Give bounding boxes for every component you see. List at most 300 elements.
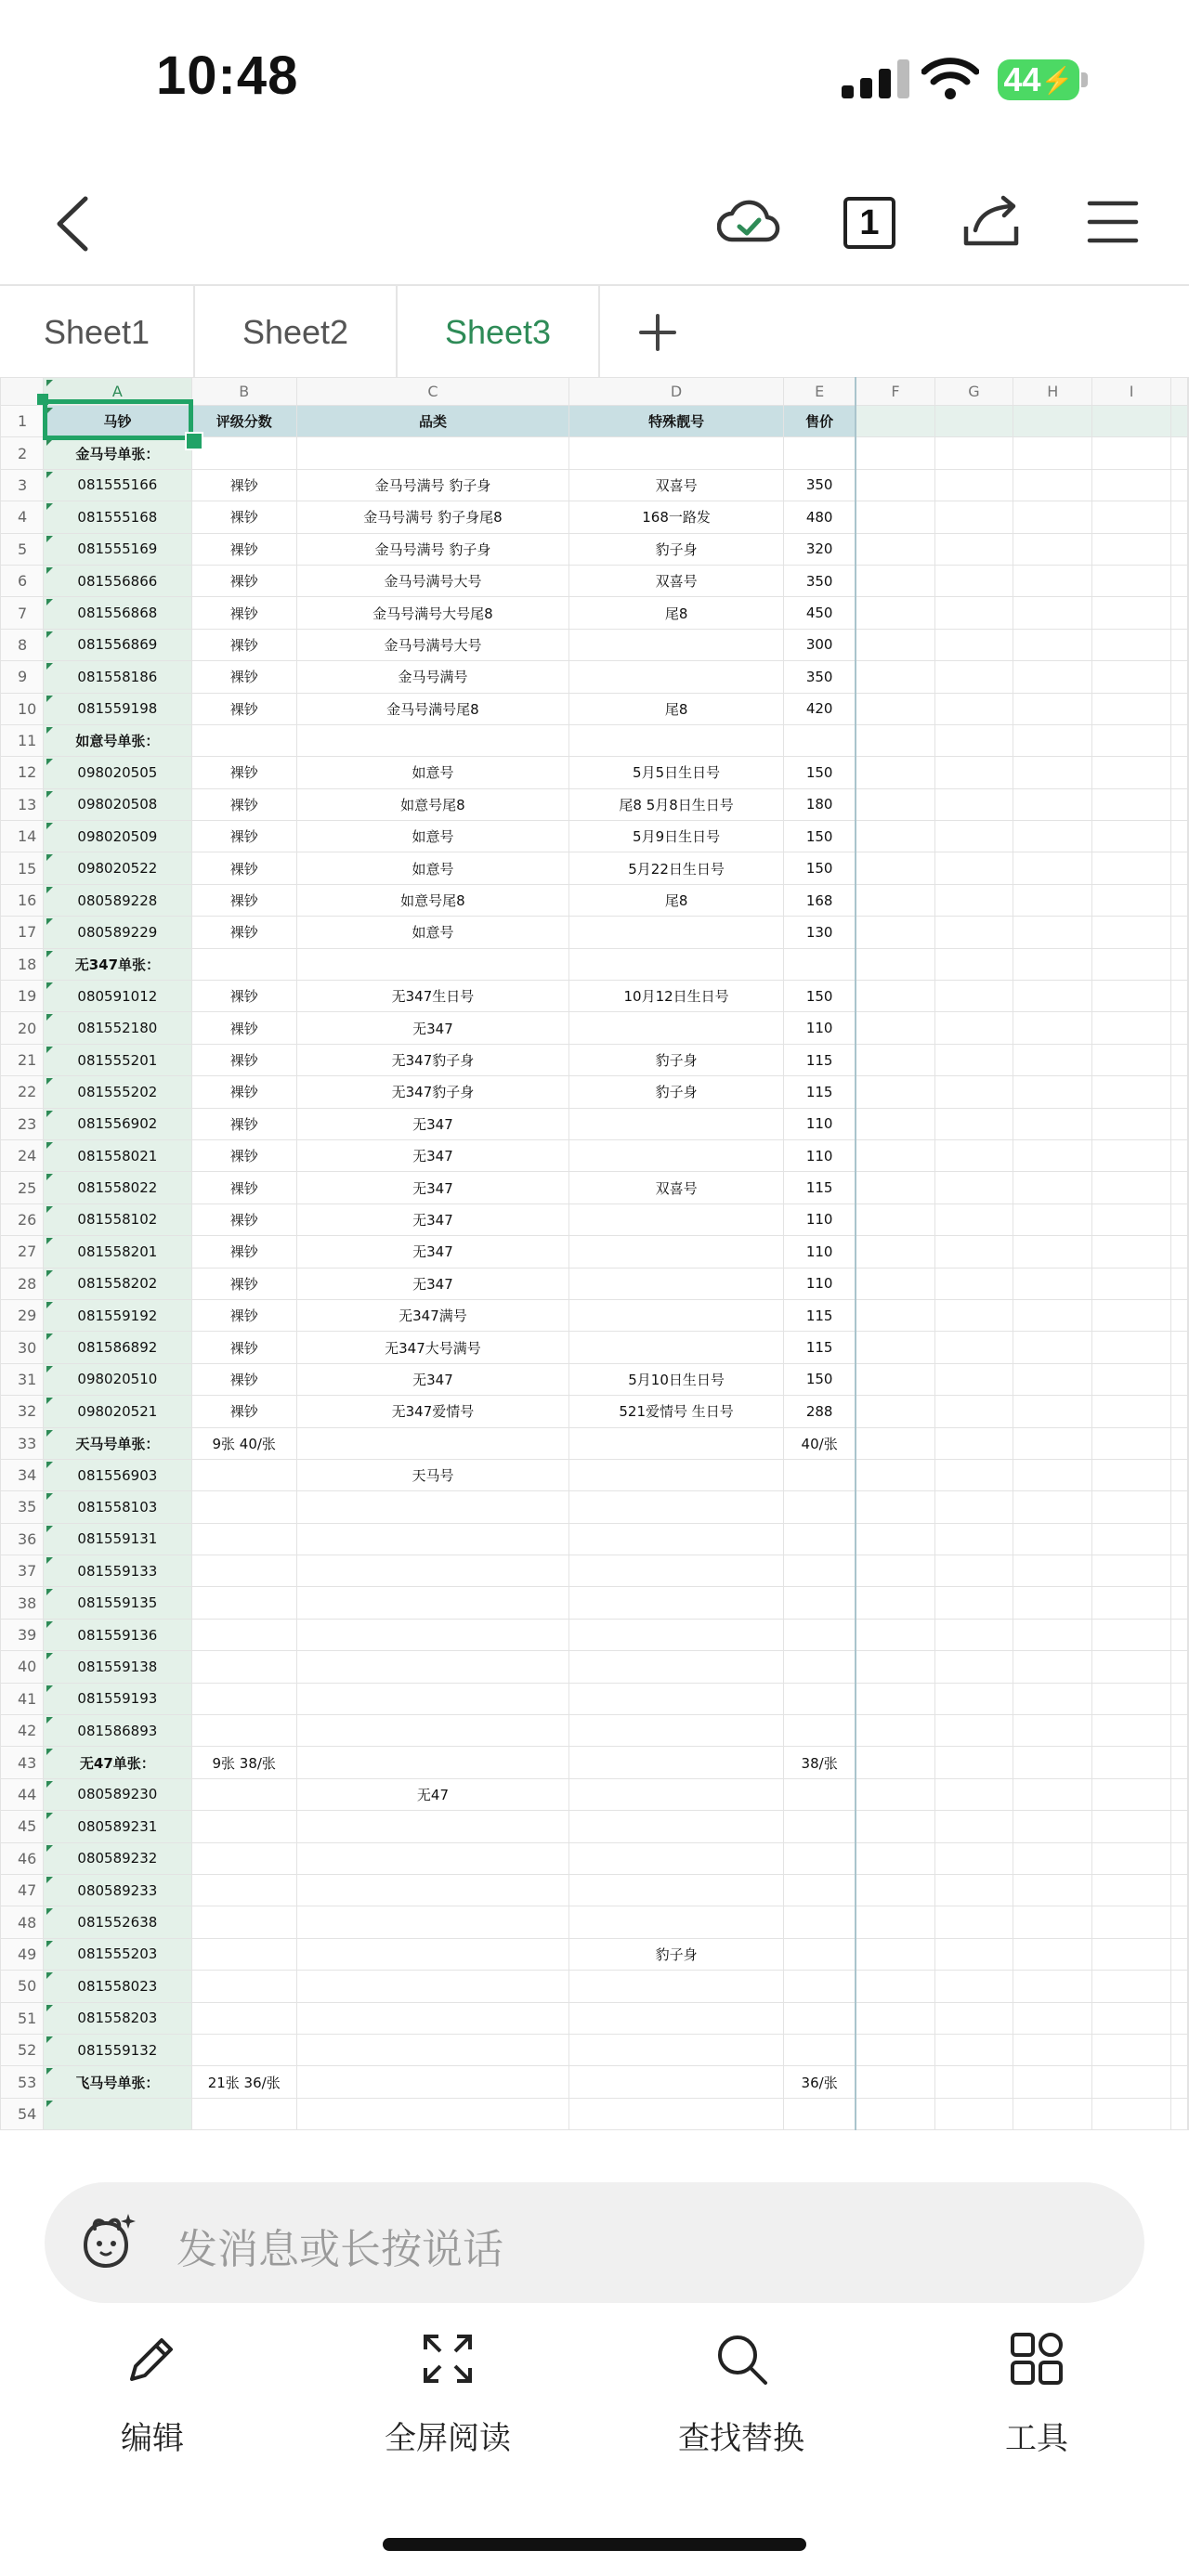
table-cell[interactable] bbox=[1170, 1491, 1187, 1523]
table-cell[interactable] bbox=[296, 1555, 569, 1587]
table-cell[interactable] bbox=[1013, 884, 1092, 916]
table-cell[interactable]: 特殊靓号 bbox=[569, 406, 784, 437]
table-cell[interactable]: 裸钞 bbox=[191, 1299, 296, 1331]
table-cell[interactable] bbox=[1092, 1587, 1171, 1619]
table-cell[interactable] bbox=[856, 1683, 934, 1714]
table-cell[interactable]: 豹子身 bbox=[569, 533, 784, 565]
table-cell[interactable] bbox=[1013, 1523, 1092, 1555]
table-cell[interactable] bbox=[934, 1971, 1013, 2002]
table-cell[interactable] bbox=[1170, 533, 1187, 565]
table-cell[interactable] bbox=[1092, 1172, 1171, 1203]
table-cell[interactable]: 081555168 bbox=[43, 501, 191, 533]
tools-button[interactable] bbox=[934, 2331, 1139, 2461]
table-cell[interactable] bbox=[569, 1491, 784, 1523]
row-number[interactable]: 26 bbox=[1, 1203, 44, 1235]
table-cell[interactable]: 081555169 bbox=[43, 533, 191, 565]
row-number[interactable]: 8 bbox=[1, 629, 44, 660]
table-cell[interactable] bbox=[1170, 1044, 1187, 1075]
table-cell[interactable] bbox=[934, 1651, 1013, 1683]
table-cell[interactable] bbox=[1170, 1459, 1187, 1490]
table-cell[interactable] bbox=[934, 1874, 1013, 1906]
table-cell[interactable]: 150 bbox=[783, 1363, 856, 1395]
table-cell[interactable] bbox=[1170, 2066, 1187, 2098]
row-number[interactable]: 1 bbox=[1, 406, 44, 437]
table-cell[interactable] bbox=[1170, 1299, 1187, 1331]
table-cell[interactable] bbox=[1170, 1811, 1187, 1842]
table-cell[interactable] bbox=[1013, 469, 1092, 501]
table-cell[interactable]: 无347豹子身 bbox=[296, 1076, 569, 1108]
table-cell[interactable] bbox=[191, 1491, 296, 1523]
table-cell[interactable] bbox=[569, 1715, 784, 1747]
table-cell[interactable]: 无47 bbox=[296, 1778, 569, 1810]
table-cell[interactable] bbox=[856, 2066, 934, 2098]
table-cell[interactable] bbox=[296, 1842, 569, 1874]
table-cell[interactable]: 081559193 bbox=[43, 1683, 191, 1714]
row-number[interactable]: 47 bbox=[1, 1874, 44, 1906]
row-number[interactable]: 41 bbox=[1, 1683, 44, 1714]
table-cell[interactable]: 350 bbox=[783, 661, 856, 693]
table-cell[interactable] bbox=[1092, 1874, 1171, 1906]
table-cell[interactable] bbox=[934, 1012, 1013, 1044]
table-cell[interactable]: 081558022 bbox=[43, 1172, 191, 1203]
table-cell[interactable]: 098020509 bbox=[43, 821, 191, 852]
table-cell[interactable] bbox=[783, 1587, 856, 1619]
table-cell[interactable] bbox=[856, 2098, 934, 2129]
table-cell[interactable]: 金马号满号尾8 bbox=[296, 693, 569, 724]
row-number[interactable]: 35 bbox=[1, 1491, 44, 1523]
table-cell[interactable] bbox=[856, 1971, 934, 2002]
table-cell[interactable] bbox=[569, 2066, 784, 2098]
table-cell[interactable]: 110 bbox=[783, 1268, 856, 1299]
table-cell[interactable] bbox=[1092, 1906, 1171, 1938]
table-cell[interactable] bbox=[1170, 1619, 1187, 1650]
table-cell[interactable]: 裸钞 bbox=[191, 1236, 296, 1268]
table-cell[interactable]: 裸钞 bbox=[191, 1268, 296, 1299]
table-cell[interactable] bbox=[1092, 852, 1171, 884]
table-cell[interactable]: 裸钞 bbox=[191, 788, 296, 820]
table-cell[interactable] bbox=[1170, 1747, 1187, 1778]
table-cell[interactable] bbox=[856, 757, 934, 788]
table-cell[interactable] bbox=[1170, 1108, 1187, 1139]
table-cell[interactable]: 081556902 bbox=[43, 1108, 191, 1139]
table-cell[interactable] bbox=[934, 1203, 1013, 1235]
table-cell[interactable]: 裸钞 bbox=[191, 597, 296, 629]
table-cell[interactable]: 098020508 bbox=[43, 788, 191, 820]
table-cell[interactable] bbox=[1013, 981, 1092, 1012]
row-number[interactable]: 18 bbox=[1, 948, 44, 980]
table-cell[interactable] bbox=[934, 1555, 1013, 1587]
table-cell[interactable]: 081558021 bbox=[43, 1139, 191, 1171]
table-cell[interactable]: 115 bbox=[783, 1044, 856, 1075]
table-cell[interactable]: 350 bbox=[783, 565, 856, 596]
table-cell[interactable] bbox=[1170, 2002, 1187, 2034]
row-number[interactable]: 31 bbox=[1, 1363, 44, 1395]
table-cell[interactable] bbox=[1013, 788, 1092, 820]
table-cell[interactable] bbox=[934, 2066, 1013, 2098]
table-cell[interactable] bbox=[1092, 1299, 1171, 1331]
table-cell[interactable] bbox=[1170, 724, 1187, 756]
table-cell[interactable]: 马钞 bbox=[43, 406, 191, 437]
table-cell[interactable] bbox=[934, 1332, 1013, 1363]
column-header[interactable]: G bbox=[934, 378, 1013, 406]
table-cell[interactable] bbox=[1013, 1044, 1092, 1075]
table-cell[interactable] bbox=[856, 1715, 934, 1747]
table-cell[interactable] bbox=[1092, 1396, 1171, 1427]
table-cell[interactable] bbox=[1092, 1971, 1171, 2002]
table-cell[interactable] bbox=[1013, 1778, 1092, 1810]
table-cell[interactable]: 金马号满号 豹子身尾8 bbox=[296, 501, 569, 533]
table-cell[interactable]: 无347单张： bbox=[43, 948, 191, 980]
table-cell[interactable] bbox=[191, 1938, 296, 1970]
table-cell[interactable]: 38/张 bbox=[783, 1747, 856, 1778]
row-number[interactable]: 34 bbox=[1, 1459, 44, 1490]
table-cell[interactable] bbox=[191, 1811, 296, 1842]
table-cell[interactable] bbox=[1092, 693, 1171, 724]
table-cell[interactable]: 裸钞 bbox=[191, 917, 296, 948]
table-cell[interactable] bbox=[1170, 1203, 1187, 1235]
table-cell[interactable] bbox=[934, 1172, 1013, 1203]
table-cell[interactable] bbox=[1092, 1555, 1171, 1587]
table-cell[interactable]: 售价 bbox=[783, 406, 856, 437]
table-cell[interactable] bbox=[1013, 1236, 1092, 1268]
table-cell[interactable] bbox=[1092, 565, 1171, 596]
table-cell[interactable] bbox=[934, 1396, 1013, 1427]
row-number[interactable]: 15 bbox=[1, 852, 44, 884]
table-cell[interactable] bbox=[1092, 406, 1171, 437]
table-cell[interactable] bbox=[1013, 1715, 1092, 1747]
table-cell[interactable]: 081559198 bbox=[43, 693, 191, 724]
table-cell[interactable] bbox=[1170, 1842, 1187, 1874]
table-cell[interactable] bbox=[1170, 1906, 1187, 1938]
table-cell[interactable] bbox=[934, 597, 1013, 629]
table-cell[interactable] bbox=[296, 1747, 569, 1778]
table-cell[interactable] bbox=[783, 1778, 856, 1810]
table-cell[interactable]: 098020522 bbox=[43, 852, 191, 884]
table-cell[interactable] bbox=[934, 1523, 1013, 1555]
table-cell[interactable]: 110 bbox=[783, 1108, 856, 1139]
cloud-saved-icon[interactable] bbox=[717, 193, 780, 249]
table-cell[interactable] bbox=[569, 1268, 784, 1299]
table-cell[interactable] bbox=[783, 1874, 856, 1906]
table-cell[interactable]: 081552180 bbox=[43, 1012, 191, 1044]
table-cell[interactable]: 081559138 bbox=[43, 1651, 191, 1683]
table-cell[interactable]: 裸钞 bbox=[191, 469, 296, 501]
table-cell[interactable] bbox=[934, 1938, 1013, 1970]
table-cell[interactable] bbox=[1092, 1332, 1171, 1363]
table-cell[interactable]: 081556868 bbox=[43, 597, 191, 629]
table-cell[interactable] bbox=[1170, 501, 1187, 533]
table-cell[interactable] bbox=[1092, 1427, 1171, 1459]
assistant-avatar-icon[interactable] bbox=[72, 2208, 139, 2275]
column-header[interactable]: E bbox=[783, 378, 856, 406]
table-cell[interactable]: 288 bbox=[783, 1396, 856, 1427]
table-cell[interactable] bbox=[1170, 1715, 1187, 1747]
table-cell[interactable]: 无347 bbox=[296, 1139, 569, 1171]
table-cell[interactable] bbox=[1092, 1459, 1171, 1490]
table-cell[interactable] bbox=[856, 1874, 934, 1906]
table-cell[interactable] bbox=[1170, 1683, 1187, 1714]
table-cell[interactable] bbox=[1170, 852, 1187, 884]
table-cell[interactable]: 尾8 bbox=[569, 884, 784, 916]
table-cell[interactable] bbox=[856, 1427, 934, 1459]
table-cell[interactable] bbox=[856, 1139, 934, 1171]
table-cell[interactable]: 081558103 bbox=[43, 1491, 191, 1523]
table-cell[interactable] bbox=[856, 1299, 934, 1331]
row-number[interactable]: 39 bbox=[1, 1619, 44, 1650]
table-cell[interactable] bbox=[1170, 1139, 1187, 1171]
table-cell[interactable]: 081586893 bbox=[43, 1715, 191, 1747]
table-cell[interactable] bbox=[856, 1811, 934, 1842]
table-cell[interactable] bbox=[569, 724, 784, 756]
table-cell[interactable] bbox=[1013, 852, 1092, 884]
table-cell[interactable]: 如意号 bbox=[296, 852, 569, 884]
table-cell[interactable] bbox=[191, 437, 296, 469]
table-cell[interactable]: 裸钞 bbox=[191, 693, 296, 724]
table-cell[interactable] bbox=[569, 1108, 784, 1139]
table-cell[interactable] bbox=[1170, 884, 1187, 916]
table-cell[interactable] bbox=[934, 788, 1013, 820]
table-cell[interactable]: 飞马号单张： bbox=[43, 2066, 191, 2098]
table-cell[interactable] bbox=[191, 1619, 296, 1650]
table-cell[interactable]: 081555201 bbox=[43, 1044, 191, 1075]
table-cell[interactable] bbox=[783, 1651, 856, 1683]
table-cell[interactable] bbox=[1170, 597, 1187, 629]
table-cell[interactable] bbox=[1013, 1203, 1092, 1235]
table-cell[interactable] bbox=[1170, 1555, 1187, 1587]
table-cell[interactable]: 168一路发 bbox=[569, 501, 784, 533]
table-cell[interactable]: 081559135 bbox=[43, 1587, 191, 1619]
table-cell[interactable] bbox=[856, 597, 934, 629]
table-cell[interactable]: 080589232 bbox=[43, 1842, 191, 1874]
table-cell[interactable]: 081555166 bbox=[43, 469, 191, 501]
table-cell[interactable] bbox=[783, 1906, 856, 1938]
table-cell[interactable]: 如意号 bbox=[296, 821, 569, 852]
table-cell[interactable]: 110 bbox=[783, 1203, 856, 1235]
table-cell[interactable]: 521爱情号 生日号 bbox=[569, 1396, 784, 1427]
table-cell[interactable] bbox=[856, 788, 934, 820]
table-cell[interactable] bbox=[191, 1874, 296, 1906]
table-cell[interactable] bbox=[569, 1651, 784, 1683]
table-cell[interactable] bbox=[1013, 1971, 1092, 2002]
column-header[interactable]: D bbox=[569, 378, 784, 406]
table-cell[interactable] bbox=[934, 437, 1013, 469]
table-cell[interactable] bbox=[569, 1747, 784, 1778]
table-cell[interactable] bbox=[1092, 501, 1171, 533]
row-number[interactable]: 23 bbox=[1, 1108, 44, 1139]
table-cell[interactable] bbox=[1170, 661, 1187, 693]
table-cell[interactable] bbox=[296, 2066, 569, 2098]
table-cell[interactable] bbox=[1092, 724, 1171, 756]
table-cell[interactable] bbox=[191, 1683, 296, 1714]
table-cell[interactable] bbox=[1013, 1683, 1092, 1714]
fullscreen-read-button[interactable] bbox=[346, 2331, 550, 2461]
table-cell[interactable] bbox=[1170, 1268, 1187, 1299]
table-cell[interactable]: 无347满号 bbox=[296, 1299, 569, 1331]
table-cell[interactable] bbox=[934, 1619, 1013, 1650]
table-cell[interactable] bbox=[1170, 2098, 1187, 2129]
table-cell[interactable] bbox=[569, 1299, 784, 1331]
row-number[interactable]: 42 bbox=[1, 1715, 44, 1747]
table-cell[interactable]: 320 bbox=[783, 533, 856, 565]
table-cell[interactable] bbox=[1013, 2066, 1092, 2098]
table-cell[interactable] bbox=[856, 1108, 934, 1139]
table-cell[interactable]: 450 bbox=[783, 597, 856, 629]
table-cell[interactable] bbox=[856, 2034, 934, 2065]
table-cell[interactable]: 金马号满号 豹子身 bbox=[296, 469, 569, 501]
table-cell[interactable] bbox=[296, 1811, 569, 1842]
table-cell[interactable]: 裸钞 bbox=[191, 661, 296, 693]
table-cell[interactable]: 无47单张： bbox=[43, 1747, 191, 1778]
table-cell[interactable]: 115 bbox=[783, 1172, 856, 1203]
row-number[interactable]: 32 bbox=[1, 1396, 44, 1427]
table-cell[interactable]: 081556866 bbox=[43, 565, 191, 596]
table-cell[interactable]: 098020505 bbox=[43, 757, 191, 788]
table-cell[interactable] bbox=[856, 1044, 934, 1075]
table-cell[interactable] bbox=[856, 1651, 934, 1683]
table-cell[interactable] bbox=[1092, 757, 1171, 788]
table-cell[interactable] bbox=[1013, 1268, 1092, 1299]
table-cell[interactable] bbox=[1013, 1906, 1092, 1938]
table-cell[interactable]: 081586892 bbox=[43, 1332, 191, 1363]
table-cell[interactable]: 480 bbox=[783, 501, 856, 533]
table-cell[interactable] bbox=[1170, 1396, 1187, 1427]
table-cell[interactable] bbox=[1092, 2034, 1171, 2065]
table-cell[interactable] bbox=[856, 406, 934, 437]
table-cell[interactable] bbox=[1092, 1523, 1171, 1555]
row-number[interactable]: 5 bbox=[1, 533, 44, 565]
table-cell[interactable] bbox=[1013, 2034, 1092, 2065]
table-cell[interactable] bbox=[1092, 629, 1171, 660]
table-cell[interactable] bbox=[856, 1396, 934, 1427]
table-cell[interactable]: 裸钞 bbox=[191, 1396, 296, 1427]
table-cell[interactable] bbox=[934, 2034, 1013, 2065]
table-cell[interactable]: 裸钞 bbox=[191, 629, 296, 660]
table-cell[interactable] bbox=[1013, 406, 1092, 437]
table-cell[interactable] bbox=[783, 1523, 856, 1555]
table-cell[interactable] bbox=[934, 1299, 1013, 1331]
table-cell[interactable] bbox=[296, 1874, 569, 1906]
row-number[interactable]: 52 bbox=[1, 2034, 44, 2065]
table-cell[interactable] bbox=[1170, 565, 1187, 596]
table-cell[interactable]: 无347 bbox=[296, 1236, 569, 1268]
table-cell[interactable]: 081559132 bbox=[43, 2034, 191, 2065]
table-cell[interactable]: 080589228 bbox=[43, 884, 191, 916]
table-cell[interactable] bbox=[569, 917, 784, 948]
table-cell[interactable] bbox=[1092, 1811, 1171, 1842]
table-cell[interactable] bbox=[1092, 1715, 1171, 1747]
table-cell[interactable] bbox=[1170, 821, 1187, 852]
table-cell[interactable] bbox=[1170, 1874, 1187, 1906]
table-cell[interactable] bbox=[1013, 1172, 1092, 1203]
table-cell[interactable] bbox=[191, 724, 296, 756]
table-cell[interactable] bbox=[1013, 661, 1092, 693]
row-number[interactable]: 16 bbox=[1, 884, 44, 916]
table-cell[interactable] bbox=[1170, 1523, 1187, 1555]
table-cell[interactable] bbox=[856, 1555, 934, 1587]
table-cell[interactable]: 110 bbox=[783, 1139, 856, 1171]
table-cell[interactable] bbox=[856, 661, 934, 693]
table-cell[interactable] bbox=[43, 2098, 191, 2129]
table-cell[interactable]: 裸钞 bbox=[191, 1012, 296, 1044]
page-count-button[interactable]: 1 bbox=[843, 197, 895, 249]
table-cell[interactable] bbox=[1013, 533, 1092, 565]
table-cell[interactable] bbox=[856, 565, 934, 596]
table-cell[interactable]: 无347 bbox=[296, 1108, 569, 1139]
table-cell[interactable]: 081558102 bbox=[43, 1203, 191, 1235]
table-cell[interactable] bbox=[1092, 1619, 1171, 1650]
row-number[interactable]: 33 bbox=[1, 1427, 44, 1459]
table-cell[interactable]: 天马号单张： bbox=[43, 1427, 191, 1459]
table-cell[interactable] bbox=[856, 1619, 934, 1650]
table-cell[interactable]: 无347 bbox=[296, 1012, 569, 1044]
row-number[interactable]: 49 bbox=[1, 1938, 44, 1970]
table-cell[interactable]: 如意号尾8 bbox=[296, 788, 569, 820]
table-cell[interactable] bbox=[856, 469, 934, 501]
table-cell[interactable] bbox=[1013, 1555, 1092, 1587]
table-cell[interactable]: 尾8 bbox=[569, 597, 784, 629]
table-cell[interactable] bbox=[1013, 917, 1092, 948]
table-cell[interactable] bbox=[934, 693, 1013, 724]
table-cell[interactable] bbox=[1170, 788, 1187, 820]
row-number[interactable]: 9 bbox=[1, 661, 44, 693]
table-cell[interactable]: 无347 bbox=[296, 1203, 569, 1235]
table-cell[interactable] bbox=[1013, 1299, 1092, 1331]
row-number[interactable]: 40 bbox=[1, 1651, 44, 1683]
table-cell[interactable] bbox=[783, 1683, 856, 1714]
tab-sheet3[interactable]: Sheet3 bbox=[398, 286, 600, 379]
table-cell[interactable] bbox=[1170, 1012, 1187, 1044]
table-cell[interactable] bbox=[934, 1236, 1013, 1268]
row-number[interactable]: 43 bbox=[1, 1747, 44, 1778]
table-cell[interactable] bbox=[1013, 597, 1092, 629]
table-cell[interactable]: 081555203 bbox=[43, 1938, 191, 1970]
table-cell[interactable] bbox=[1013, 565, 1092, 596]
table-cell[interactable] bbox=[934, 1044, 1013, 1075]
row-number[interactable]: 27 bbox=[1, 1236, 44, 1268]
table-cell[interactable] bbox=[1170, 1427, 1187, 1459]
table-cell[interactable] bbox=[1170, 406, 1187, 437]
table-cell[interactable]: 品类 bbox=[296, 406, 569, 437]
table-cell[interactable] bbox=[296, 1491, 569, 1523]
table-cell[interactable] bbox=[856, 693, 934, 724]
table-cell[interactable] bbox=[934, 1778, 1013, 1810]
table-cell[interactable] bbox=[1092, 884, 1171, 916]
table-cell[interactable] bbox=[191, 1778, 296, 1810]
table-cell[interactable]: 裸钞 bbox=[191, 1172, 296, 1203]
table-cell[interactable]: 金马号满号大号 bbox=[296, 629, 569, 660]
table-cell[interactable] bbox=[934, 821, 1013, 852]
table-cell[interactable] bbox=[856, 917, 934, 948]
table-cell[interactable] bbox=[1013, 1396, 1092, 1427]
table-cell[interactable] bbox=[783, 2098, 856, 2129]
table-cell[interactable] bbox=[934, 884, 1013, 916]
table-cell[interactable] bbox=[296, 1619, 569, 1650]
table-cell[interactable] bbox=[191, 948, 296, 980]
table-cell[interactable] bbox=[191, 1523, 296, 1555]
table-cell[interactable] bbox=[783, 1491, 856, 1523]
table-cell[interactable] bbox=[934, 1491, 1013, 1523]
table-cell[interactable]: 5月10日生日号 bbox=[569, 1363, 784, 1395]
table-cell[interactable] bbox=[1013, 1587, 1092, 1619]
table-cell[interactable]: 双喜号 bbox=[569, 1172, 784, 1203]
table-cell[interactable]: 168 bbox=[783, 884, 856, 916]
column-header[interactable]: C bbox=[296, 378, 569, 406]
table-cell[interactable] bbox=[856, 852, 934, 884]
table-cell[interactable]: 评级分数 bbox=[191, 406, 296, 437]
table-cell[interactable] bbox=[1013, 948, 1092, 980]
table-cell[interactable] bbox=[1092, 2002, 1171, 2034]
table-cell[interactable] bbox=[783, 1842, 856, 1874]
